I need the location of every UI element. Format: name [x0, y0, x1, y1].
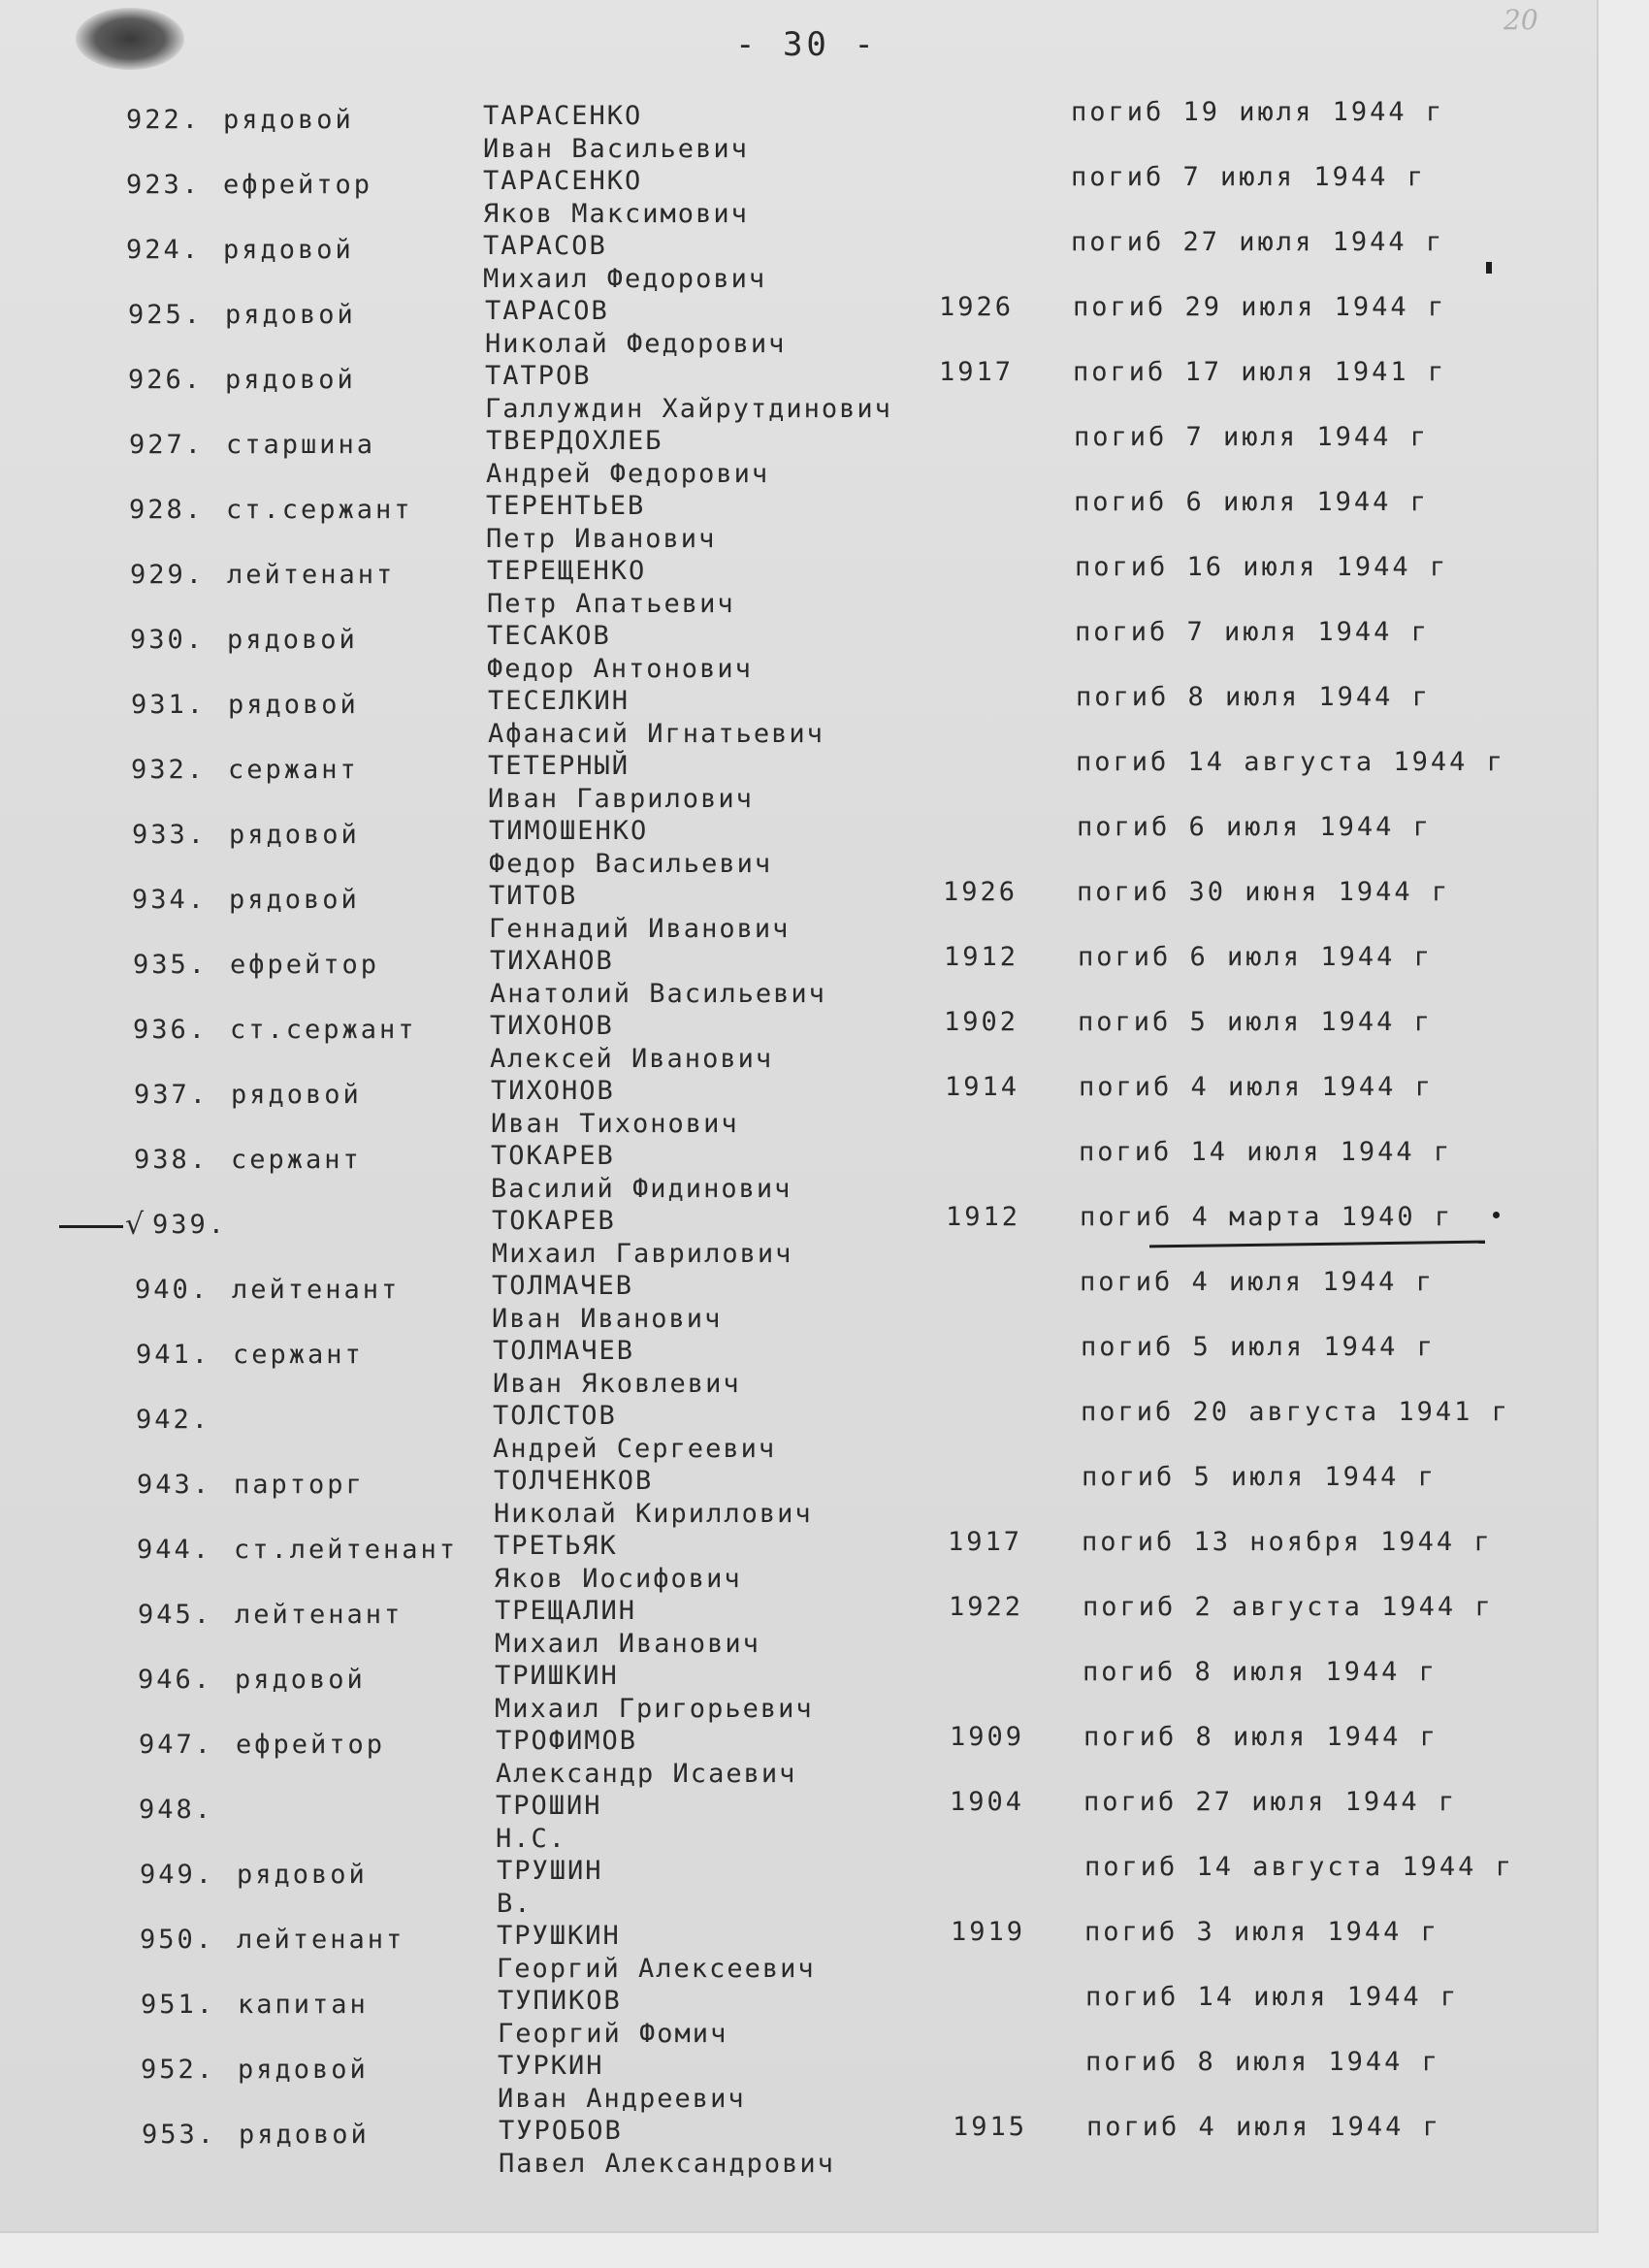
entry-given-name: Петр Апатьевич — [487, 589, 735, 619]
entry-surname: ТИТОВ — [489, 881, 578, 911]
entry-surname: ТРОФИМОВ — [496, 1726, 638, 1756]
list-entry — [0, 97, 1597, 162]
entry-number: 925. — [128, 300, 204, 330]
entry-given-name: Федор Васильевич — [489, 849, 773, 879]
entry-death-date: погиб 7 июля 1944 г — [1074, 422, 1429, 452]
entry-surname: ТРОШИН — [496, 1791, 602, 1821]
entry-number: 942. — [136, 1405, 211, 1435]
entry-surname: ТАРАСЕНКО — [483, 101, 643, 131]
list-entry — [14, 1917, 1610, 1982]
list-entry — [4, 617, 1600, 682]
entry-death-date: погиб 27 июля 1944 г — [1083, 1787, 1458, 1817]
ink-dot — [1493, 1212, 1500, 1218]
list-entry — [15, 1982, 1611, 2047]
entry-rank: рядовой — [225, 300, 356, 330]
entry-surname: ТАРАСОВ — [483, 231, 607, 261]
entry-rank: сержант — [231, 1145, 362, 1175]
list-entry — [10, 1397, 1606, 1462]
entry-rank: рядовой — [228, 690, 359, 720]
entry-rank: рядовой — [231, 1080, 362, 1110]
entry-number: 953. — [142, 2120, 217, 2150]
entry-death-date: погиб 14 августа 1944 г — [1084, 1852, 1514, 1882]
entry-given-name: Иван Гаврилович — [488, 784, 754, 814]
entry-given-name: Василий Фидинович — [491, 1174, 792, 1204]
entry-surname: ТРУШКИН — [497, 1921, 621, 1951]
list-entry — [5, 682, 1601, 747]
entry-given-name: Павел Александрович — [499, 2149, 835, 2179]
entry-death-date: погиб 27 июля 1944 г — [1071, 227, 1445, 257]
entry-death-date: погиб 20 августа 1941 г — [1081, 1397, 1510, 1427]
entry-rank: ст.сержант — [230, 1015, 417, 1045]
entry-number: 948. — [139, 1795, 214, 1825]
entry-given-name: Галлуждин Хайрутдинович — [485, 394, 892, 424]
entry-number: 950. — [140, 1925, 215, 1955]
casualty-list — [0, 97, 1597, 2177]
entry-given-name: Афанасий Игнатьевич — [488, 719, 824, 749]
margin-pointer-line — [59, 1225, 123, 1228]
entry-number: 945. — [138, 1600, 213, 1630]
ink-smudge — [76, 8, 184, 70]
list-entry — [6, 877, 1602, 942]
entry-death-date: погиб 29 июля 1944 г — [1073, 292, 1447, 322]
entry-death-date: погиб 17 июля 1941 г — [1073, 357, 1447, 387]
entry-birth-year: 1909 — [950, 1722, 1025, 1752]
entry-given-name: Михаил Федорович — [483, 264, 767, 294]
entry-number: 952. — [141, 2055, 216, 2085]
entry-number: 931. — [131, 690, 207, 720]
entry-rank: рядовой — [239, 2120, 370, 2150]
entry-given-name: Георгий Фомич — [498, 2019, 728, 2049]
entry-rank: сержант — [233, 1340, 364, 1370]
entry-death-date: погиб 6 июля 1944 г — [1078, 942, 1433, 972]
entry-given-name: Михаил Иванович — [495, 1629, 760, 1659]
entry-given-name: Андрей Сергеевич — [493, 1434, 777, 1464]
entry-rank: рядовой — [238, 2055, 369, 2085]
list-entry — [9, 1202, 1605, 1267]
entry-surname: ТЕРЕЩЕНКО — [487, 556, 647, 586]
list-entry — [9, 1267, 1605, 1332]
list-entry — [10, 1332, 1606, 1397]
entry-given-name: Михаил Григорьевич — [495, 1694, 814, 1724]
entry-rank: ефрейтор — [236, 1730, 386, 1760]
entry-surname: ТРЕЩАЛИН — [495, 1596, 637, 1626]
entry-birth-year: 1912 — [944, 942, 1019, 972]
corner-handwritten-mark: 20 — [1504, 4, 1538, 36]
list-entry — [8, 1072, 1604, 1137]
entry-number: 932. — [131, 755, 207, 785]
entry-given-name: Михаил Гаврилович — [492, 1239, 793, 1269]
entry-number: 937. — [134, 1080, 210, 1110]
entry-rank: сержант — [228, 755, 359, 785]
entry-surname: ТУРКИН — [498, 2051, 604, 2081]
entry-number: 929. — [130, 560, 206, 590]
entry-birth-year: 1917 — [939, 357, 1015, 387]
list-entry — [14, 1852, 1610, 1917]
list-entry — [13, 1787, 1609, 1852]
entry-birth-year: 1919 — [951, 1917, 1026, 1947]
entry-given-name: Александр Исаевич — [496, 1759, 797, 1789]
entry-number: 939. — [152, 1210, 228, 1240]
entry-number: 930. — [130, 625, 206, 655]
list-entry — [3, 422, 1600, 487]
page-number: - 30 - — [735, 25, 878, 64]
entry-given-name: Яков Иосифович — [494, 1564, 742, 1594]
entry-given-name: Петр Иванович — [486, 524, 717, 554]
list-entry — [3, 487, 1600, 552]
entry-surname: ТВЕРДОХЛЕБ — [486, 426, 663, 456]
entry-rank: рядовой — [223, 105, 354, 135]
entry-given-name: Иван Васильевич — [483, 134, 749, 164]
list-entry — [7, 1007, 1603, 1072]
handwritten-underline — [1149, 1241, 1485, 1248]
entry-number: 926. — [128, 365, 204, 395]
entry-death-date: погиб 14 августа 1944 г — [1076, 747, 1505, 777]
entry-death-date: погиб 4 июля 1944 г — [1079, 1072, 1434, 1102]
list-entry — [2, 357, 1599, 422]
entry-surname: ТИМОШЕНКО — [489, 816, 649, 846]
entry-rank: рядовой — [235, 1665, 366, 1695]
entry-rank: лейтенант — [227, 560, 396, 590]
entry-surname: ТАРАСЕНКО — [483, 166, 643, 196]
entry-surname: ТОЛЧЕНКОВ — [494, 1466, 654, 1496]
entry-surname: ТОЛМАЧЕВ — [492, 1271, 634, 1301]
list-entry — [15, 2047, 1611, 2112]
entry-rank: рядовой — [229, 820, 360, 850]
entry-death-date: погиб 7 июля 1944 г — [1071, 162, 1426, 192]
entry-surname: ТРЕТЬЯК — [494, 1531, 618, 1561]
entry-rank: рядовой — [229, 885, 360, 915]
entry-birth-year: 1917 — [948, 1527, 1023, 1557]
entry-given-name: Геннадий Иванович — [489, 914, 791, 944]
entry-number: 936. — [133, 1015, 209, 1045]
entry-number: 927. — [129, 430, 205, 460]
entry-given-name: Андрей Федорович — [486, 459, 770, 489]
entry-surname: ТЕТЕРНЫЙ — [488, 751, 630, 781]
list-entry — [2, 292, 1599, 357]
check-mark-icon: √ — [125, 1208, 147, 1242]
entry-death-date: погиб 30 июня 1944 г — [1077, 877, 1451, 907]
entry-death-date: погиб 6 июля 1944 г — [1077, 812, 1432, 842]
entry-surname: ТЕСЕЛКИН — [488, 686, 630, 716]
entry-number: 933. — [132, 820, 208, 850]
list-entry — [11, 1527, 1607, 1592]
entry-number: 934. — [132, 885, 208, 915]
entry-rank: лейтенант — [232, 1275, 401, 1305]
entry-rank: парторг — [234, 1470, 365, 1500]
entry-surname: ТИХОНОВ — [490, 1011, 614, 1041]
entry-number: 928. — [129, 495, 205, 525]
entry-death-date: погиб 8 июля 1944 г — [1085, 2047, 1440, 2077]
entry-surname: ТИХОНОВ — [491, 1076, 615, 1106]
entry-death-date: погиб 4 марта 1940 г — [1080, 1202, 1454, 1232]
entry-number: 946. — [138, 1665, 213, 1695]
entry-death-date: погиб 5 июля 1944 г — [1081, 1332, 1436, 1362]
entry-death-date: погиб 5 июля 1944 г — [1082, 1462, 1437, 1492]
entry-death-date: погиб 7 июля 1944 г — [1075, 617, 1430, 647]
entry-given-name: Иван Тихонович — [491, 1109, 739, 1139]
entry-number: 922. — [126, 105, 202, 135]
entry-death-date: погиб 14 июля 1944 г — [1079, 1137, 1453, 1167]
list-entry — [0, 227, 1597, 292]
entry-birth-year: 1922 — [949, 1592, 1024, 1622]
entry-birth-year: 1912 — [946, 1202, 1021, 1232]
entry-number: 923. — [126, 170, 202, 200]
entry-given-name: Алексей Иванович — [490, 1044, 774, 1074]
entry-surname: ТОЛМАЧЕВ — [493, 1336, 635, 1366]
entry-surname: ТАРАСОВ — [485, 296, 609, 326]
entry-surname: ТИХАНОВ — [490, 946, 614, 976]
entry-given-name: Николай Кириллович — [494, 1499, 813, 1529]
entry-given-name: Федор Антонович — [487, 654, 753, 684]
entry-given-name: В. — [497, 1889, 533, 1919]
entry-birth-year: 1926 — [943, 877, 1018, 907]
entry-surname: ТОКАРЕВ — [491, 1141, 615, 1171]
entry-rank: старшина — [226, 430, 376, 460]
entry-surname: ТЕРЕНТЬЕВ — [486, 491, 646, 521]
entry-surname: ТРИШКИН — [495, 1661, 619, 1691]
entry-rank: лейтенант — [235, 1600, 404, 1630]
entry-given-name: Анатолий Васильевич — [490, 979, 826, 1009]
entry-number: 935. — [133, 950, 209, 980]
list-entry — [11, 1462, 1607, 1527]
entry-given-name: Яков Максимович — [483, 199, 749, 229]
entry-given-name: Иван Иванович — [492, 1304, 723, 1334]
list-entry — [5, 747, 1601, 812]
entry-number: 951. — [141, 1990, 216, 2020]
entry-surname: ТАТРОВ — [485, 361, 592, 391]
entry-number: 938. — [134, 1145, 210, 1175]
entry-number: 944. — [137, 1535, 212, 1565]
entry-given-name: Георгий Алексеевич — [497, 1954, 816, 1984]
list-entry — [7, 942, 1603, 1007]
entry-death-date: погиб 4 июля 1944 г — [1086, 2112, 1441, 2142]
entry-given-name: Иван Андреевич — [498, 2084, 746, 2114]
entry-number: 941. — [136, 1340, 211, 1370]
entry-rank: ст.лейтенант — [234, 1535, 459, 1565]
entry-birth-year: 1904 — [950, 1787, 1025, 1817]
list-entry — [8, 1137, 1604, 1202]
entry-given-name: Николай Федорович — [485, 329, 787, 359]
entry-rank: рядовой — [237, 1860, 368, 1890]
entry-surname: ТУПИКОВ — [498, 1986, 622, 2016]
list-entry — [0, 162, 1597, 227]
list-entry — [12, 1592, 1608, 1657]
entry-rank: ефрейтор — [223, 170, 373, 200]
entry-death-date: погиб 2 августа 1944 г — [1083, 1592, 1494, 1622]
entry-surname: ТУРОБОВ — [499, 2116, 623, 2146]
entry-birth-year: 1926 — [939, 292, 1015, 322]
list-entry — [12, 1657, 1608, 1722]
list-entry — [6, 812, 1602, 877]
entry-number: 940. — [135, 1275, 210, 1305]
entry-surname: ТОКАРЕВ — [492, 1206, 616, 1236]
entry-given-name: Н.С. — [496, 1824, 567, 1854]
entry-rank: капитан — [238, 1990, 369, 2020]
entry-death-date: погиб 3 июля 1944 г — [1084, 1917, 1439, 1947]
entry-death-date: погиб 16 июля 1944 г — [1075, 552, 1449, 582]
entry-given-name: Иван Яковлевич — [493, 1369, 741, 1399]
entry-birth-year: 1915 — [953, 2112, 1028, 2142]
entry-number: 947. — [139, 1730, 214, 1760]
entry-birth-year: 1902 — [944, 1007, 1019, 1037]
entry-death-date: погиб 6 июля 1944 г — [1074, 487, 1429, 517]
entry-rank: рядовой — [225, 365, 356, 395]
entry-surname: ТЕСАКОВ — [487, 621, 611, 651]
entry-death-date: погиб 8 июля 1944 г — [1076, 682, 1431, 712]
entry-death-date: погиб 4 июля 1944 г — [1080, 1267, 1435, 1297]
entry-rank: рядовой — [223, 235, 354, 265]
entry-surname: ТОЛСТОВ — [493, 1401, 617, 1431]
entry-number: 943. — [137, 1470, 212, 1500]
entry-number: 949. — [140, 1860, 215, 1890]
entry-rank: лейтенант — [237, 1925, 405, 1955]
entry-death-date: погиб 13 ноября 1944 г — [1082, 1527, 1493, 1557]
entry-death-date: погиб 8 июля 1944 г — [1083, 1657, 1438, 1687]
entry-death-date: погиб 5 июля 1944 г — [1078, 1007, 1433, 1037]
entry-death-date: погиб 8 июля 1944 г — [1083, 1722, 1439, 1752]
entry-death-date: погиб 14 июля 1944 г — [1085, 1982, 1460, 2012]
entry-rank: рядовой — [227, 625, 358, 655]
entry-death-date: погиб 19 июля 1944 г — [1071, 97, 1445, 127]
list-entry — [4, 552, 1600, 617]
list-entry — [13, 1722, 1609, 1787]
entry-number: 924. — [126, 235, 202, 265]
entry-birth-year: 1914 — [945, 1072, 1020, 1102]
list-entry — [16, 2112, 1612, 2177]
entry-rank: ефрейтор — [230, 950, 380, 980]
entry-surname: ТРУШИН — [497, 1856, 603, 1886]
entry-rank: ст.сержант — [226, 495, 413, 525]
